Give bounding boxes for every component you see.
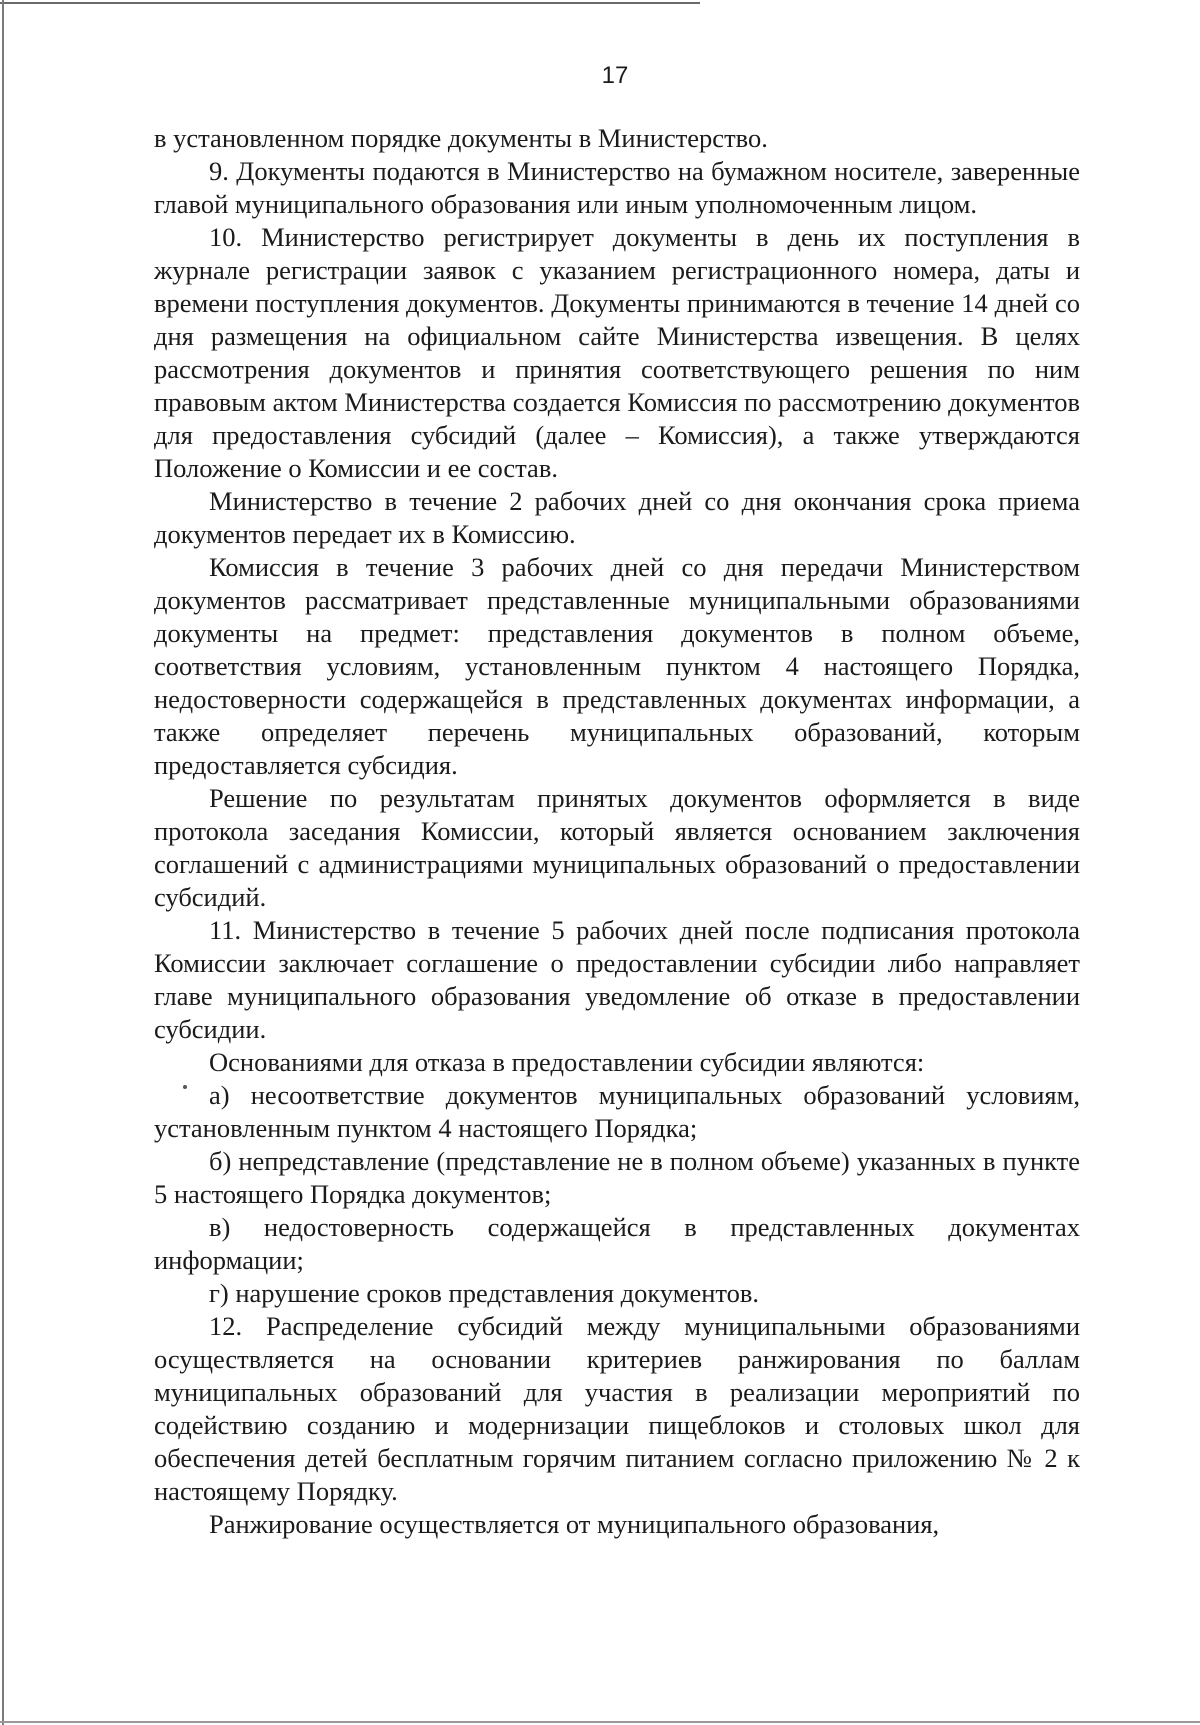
paragraph-ranking: Ранжирование осуществляется от муниципального образования, bbox=[209, 1509, 940, 1539]
paragraph-continuation: в установленном порядке документы в Министерство. bbox=[154, 123, 768, 153]
paragraph-refusal-grounds: Основаниями для отказа в предоставлении субсидии являются: bbox=[209, 1047, 925, 1077]
page-number: 17 bbox=[601, 62, 629, 89]
scan-edge-top bbox=[0, 2, 700, 4]
paragraph-transfer: Министерство в течение 2 рабочих дней со дня окончания срока приема документов передает их в Комиссию. bbox=[154, 486, 1080, 549]
paragraph-item-12: 12. Распределение субсидий между муниципальными образованиями осуществляется на основании критериев ранжирования по баллам муниципальных образований для участия в реализации мероприятий по содействию созданию и модернизации пищеблоков и столовых школ для обеспечения детей бесплатным горячим питанием согласно приложению № 2 к настоящему Порядку. bbox=[154, 1311, 1080, 1506]
scan-edge-left bbox=[2, 0, 4, 1725]
document-body bbox=[154, 122, 1080, 1541]
scan-edge-bottom bbox=[0, 1721, 1200, 1723]
paragraph-item-9: 9. Документы подаются в Министерство на бумажном носителе, заверенные главой муниципального образования или иным уполномоченным лицом. bbox=[154, 156, 1080, 219]
list-item-b: б) непредставление (представление не в полном объеме) указанных в пункте 5 настоящего Порядка документов; bbox=[154, 1146, 1080, 1209]
paragraph-item-11: 11. Министерство в течение 5 рабочих дней после подписания протокола Комиссии заключает соглашение о предоставлении субсидии либо направляет главе муниципального образования уведомление об отказе в предоставлении субсидии. bbox=[154, 915, 1080, 1044]
list-item-a: а) несоответствие документов муниципальных образований условиям, установленным пунктом 4 настоящего Порядка; bbox=[154, 1080, 1080, 1143]
paragraph-item-10: 10. Министерство регистрирует документы в день их поступления в журнале регистрации заявок с указанием регистрационного номера, даты и времени поступления документов. Документы принимаются в течение 14 дней со дня размещения на официальном сайте Министерства извещения. В целях рассмотрения документов и принятия соответствующего решения по ним правовым актом Министерства создается Комиссия по рассмотрению документов для предоставления субсидий (далее – Комиссия), а также утверждаются Положение о Комиссии и ее состав. bbox=[154, 222, 1080, 483]
list-item-v: в) недостоверность содержащейся в представленных документах информации; bbox=[154, 1212, 1080, 1275]
list-item-g: г) нарушение сроков представления документов. bbox=[209, 1278, 760, 1308]
scan-speck bbox=[183, 1085, 187, 1089]
paragraph-decision: Решение по результатам принятых документов оформляется в виде протокола заседания Комиссии, который является основанием заключения соглашений с администрациями муниципальных образований о предоставлении субсидий. bbox=[154, 783, 1080, 912]
paragraph-commission-review: Комиссия в течение 3 рабочих дней со дня передачи Министерством документов рассматривает представленные муниципальными образованиями документы на предмет: представления документов в полном объеме, соответствия условиям, установленным пунктом 4 настоящего Порядка, недостоверности содержащейся в представленных документах информации, а также определяет перечень муниципальных образований, которым предоставляется субсидия. bbox=[154, 552, 1080, 780]
